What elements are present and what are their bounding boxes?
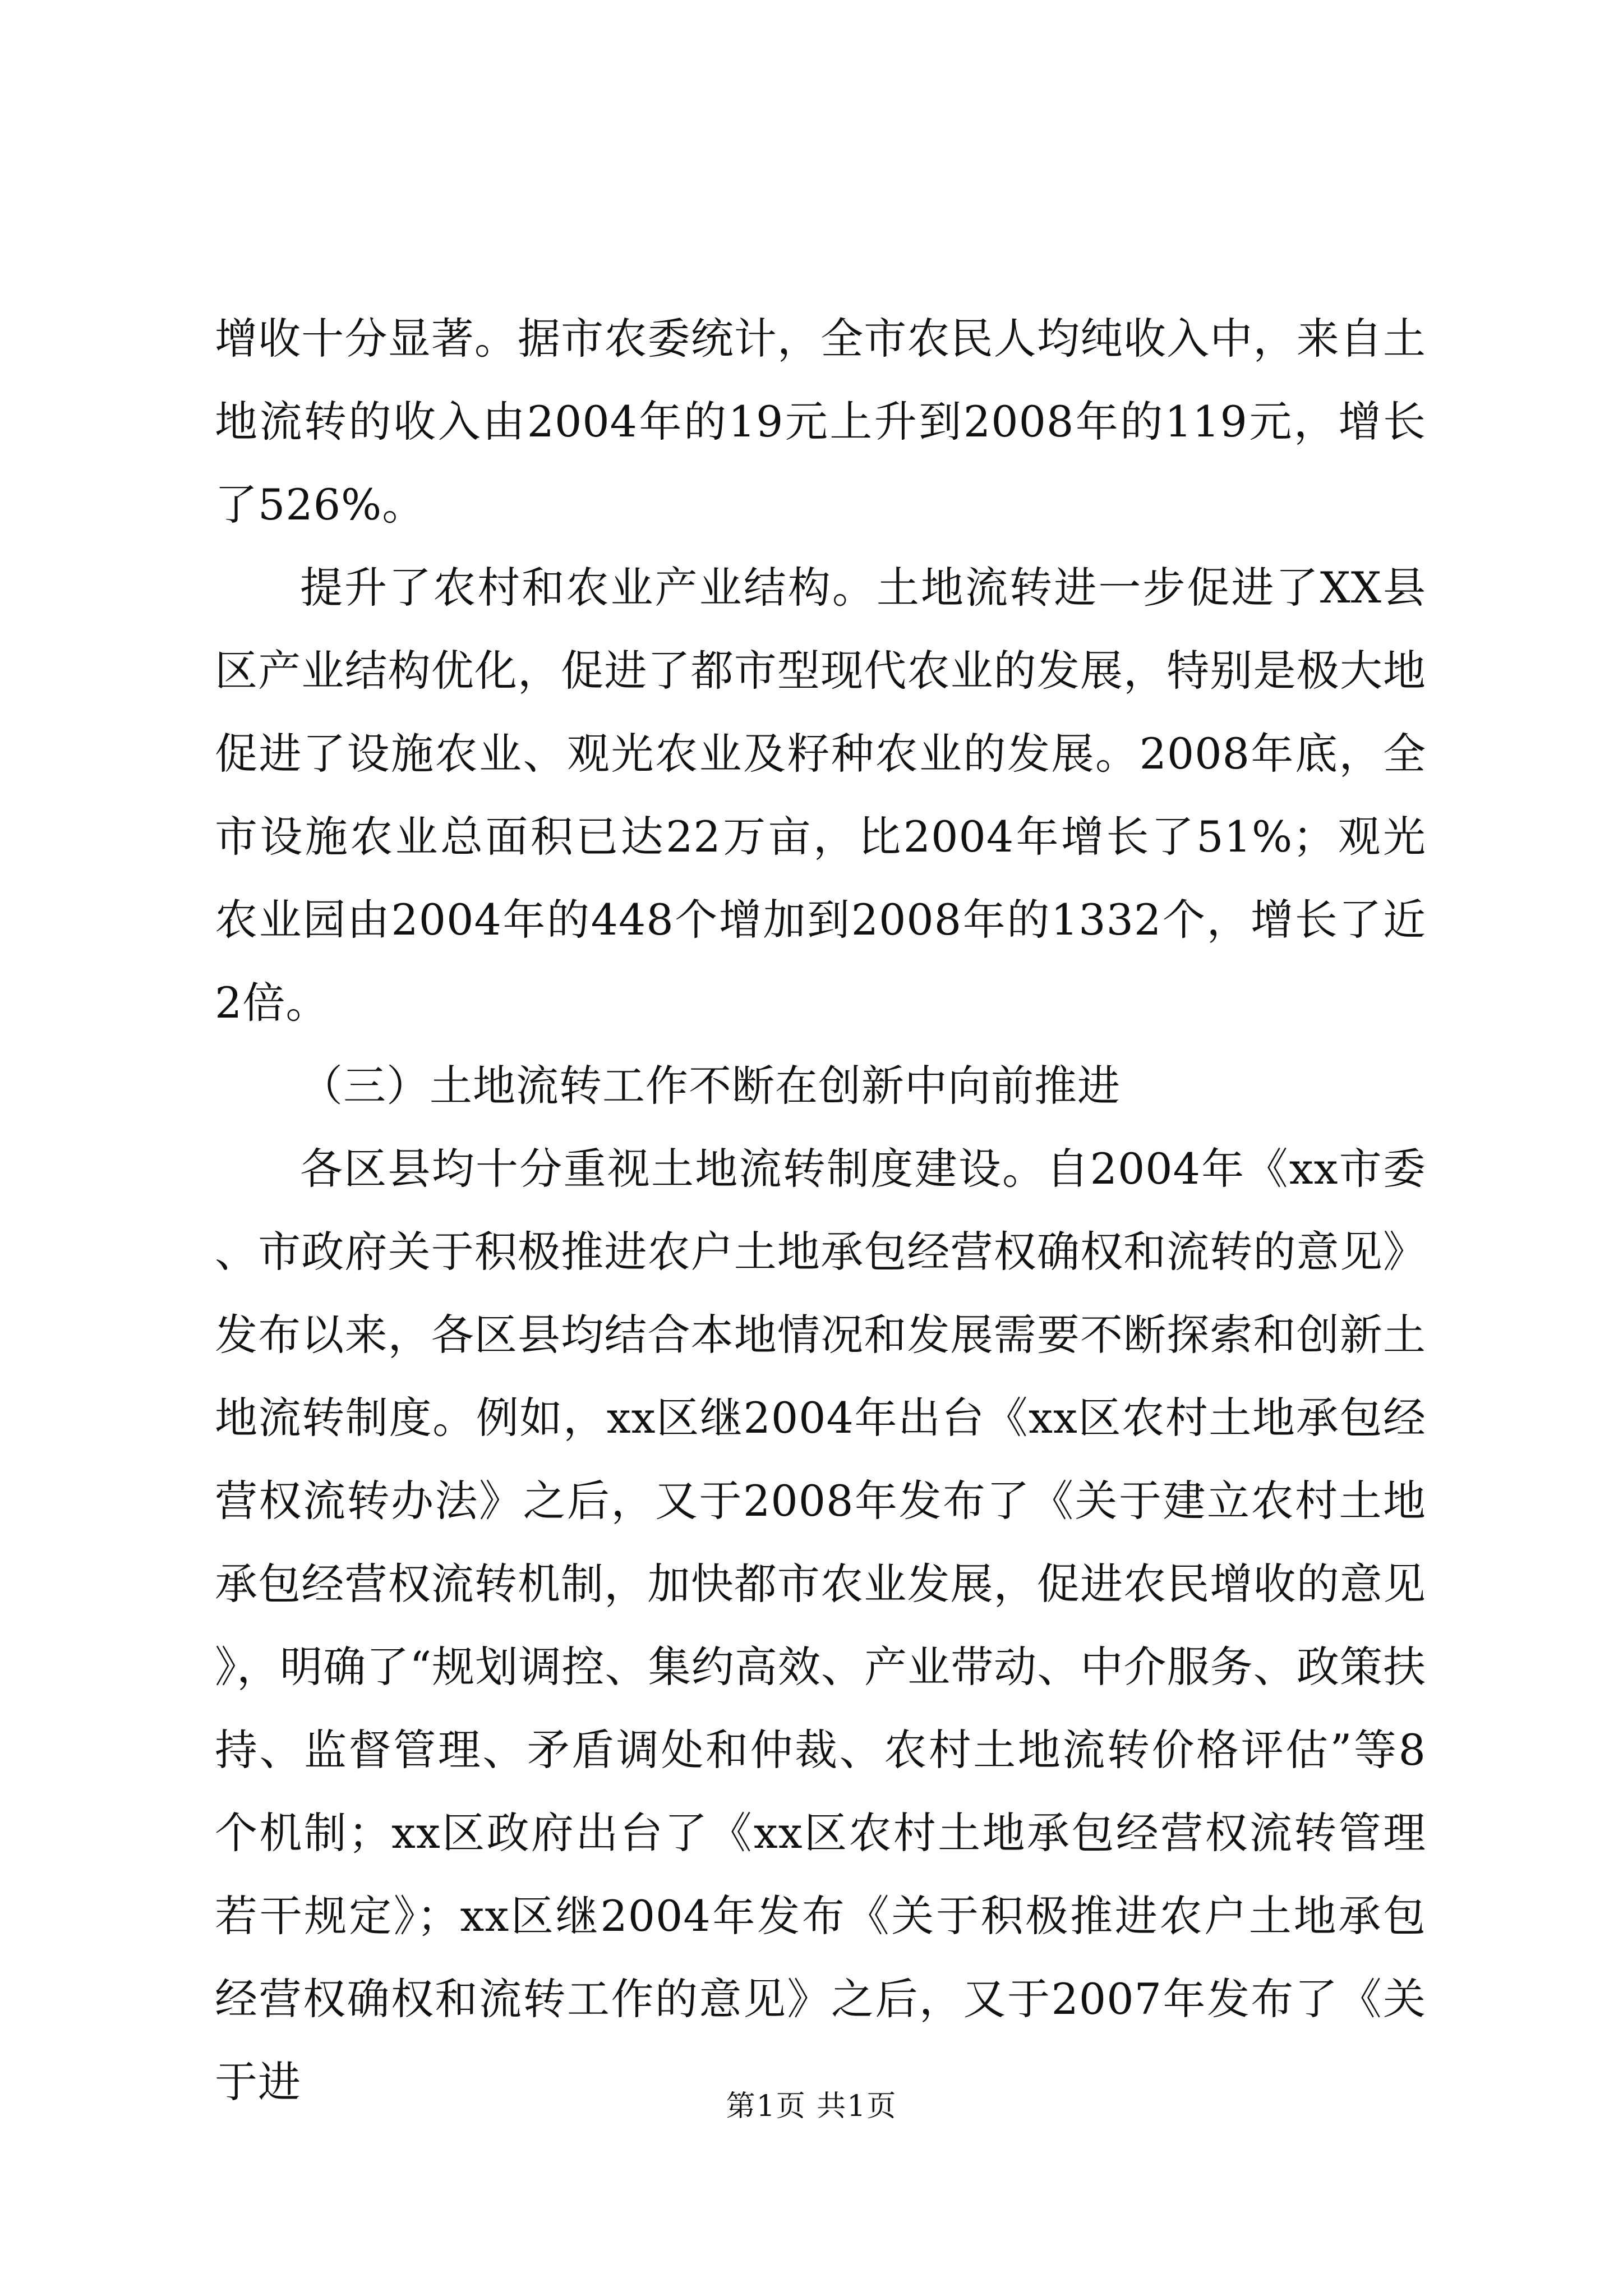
document-body <box>215 297 1426 2124</box>
paragraph-industry-structure: 提升了农村和农业产业结构。土地流转进一步促进了XX县区产业结构优化，促进了都市型现代农业的发展，特别是极大地促进了设施农业、观光农业及籽种农业的发展。2008年底，全市设施农业总面积已达22万亩，比2004年增长了51%；观光农业园由2004年的448个增加到2008年的1332个，增长了近2倍。 <box>215 563 1426 1028</box>
section-heading-3: （三）土地流转工作不断在创新中向前推进 <box>300 1061 1121 1111</box>
paragraph-continuation: 增收十分显著。据市农委统计，全市农民人均纯收入中，来自土地流转的收入由2004年的19元上升到2008年的119元，增长了526%。 <box>215 314 1426 530</box>
page-footer <box>0 2082 1623 2124</box>
paragraph-system-building: 各区县均十分重视土地流转制度建设。自2004年《xx市委、市政府关于积极推进农户土地承包经营权确权和流转的意见》发布以来，各区县均结合本地情况和发展需要不断探索和创新土地流转制度。例如，xx区继2004年出台《xx区农村土地承包经营权流转办法》之后，又于2008年发布了《关于建立农村土地承包经营权流转机制，加快都市农业发展，促进农民增收的意见》，明确了“规划调控、集约高效、产业带动、中介服务、政策扶持、监督管理、矛盾调处和仲裁、农村土地流转价格评估”等8个机制；xx区政府出台了《xx区农村土地承包经营权流转管理若干规定》；xx区继2004年发布《关于积极推进农户土地承包经营权确权和流转工作的意见》之后，又于2007年发布了《关于进 <box>215 1144 1426 2107</box>
page-number-label: 第1页 共1页 <box>726 2090 897 2123</box>
